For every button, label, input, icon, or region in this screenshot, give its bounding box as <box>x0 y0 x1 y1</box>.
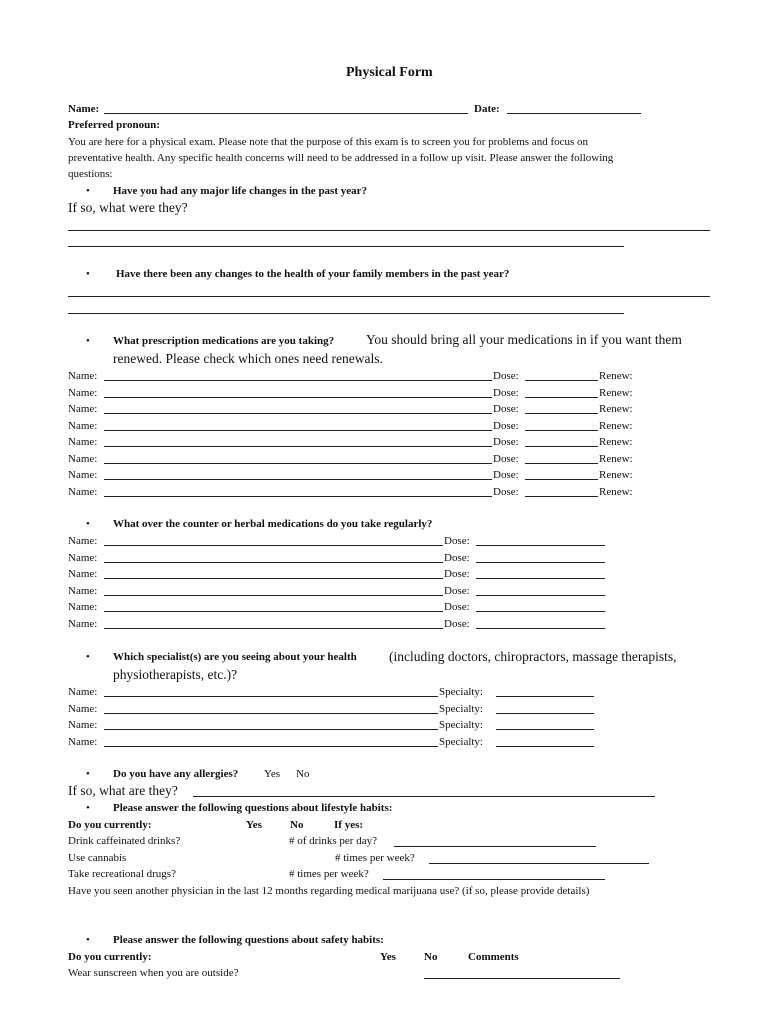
lifestyle-row-cannabis: Use cannabis <box>68 852 127 864</box>
otc-dose-label: Dose: <box>444 551 470 564</box>
otc-dose-label: Dose: <box>444 617 470 630</box>
rx-name-label: Name: <box>68 419 98 432</box>
rx-dose-label: Dose: <box>493 370 519 382</box>
rx-name-field[interactable] <box>104 446 492 447</box>
allergies-no[interactable]: No <box>296 768 310 780</box>
specialist-name-label: Name: <box>68 735 98 748</box>
lifestyle-drugs-detail: # times per week? <box>289 868 369 880</box>
rx-name-field[interactable] <box>104 413 492 414</box>
intro-text-1: You are here for a physical exam. Please note that the purpose of this exam is to screen you for problems and focus on <box>68 136 589 148</box>
lifestyle-col-ifyes: If yes: <box>334 819 364 831</box>
prescriptions-question-rest-2: renewed. Please check which ones need renewals. <box>113 351 383 366</box>
specialty-label: Specialty: <box>439 686 483 698</box>
safety-col-yes: Yes <box>380 951 396 963</box>
family-health-answer-line-2[interactable] <box>68 313 624 314</box>
page-title: Physical Form <box>346 65 433 80</box>
otc-name-label: Name: <box>68 551 98 564</box>
allergies-yes[interactable]: Yes <box>264 768 281 780</box>
specialist-name-field[interactable] <box>104 746 438 747</box>
bullet: • <box>86 768 90 780</box>
rx-dose-field[interactable] <box>525 446 598 447</box>
rx-dose-label: Dose: <box>493 386 519 399</box>
specialty-label: Specialty: <box>439 719 483 731</box>
rx-name-field[interactable] <box>104 380 492 381</box>
bullet: • <box>86 335 90 347</box>
specialty-field[interactable] <box>496 696 594 697</box>
otc-name-label: Name: <box>68 584 98 597</box>
otc-name-label: Name: <box>68 568 98 580</box>
life-changes-answer-line-1[interactable] <box>68 230 710 231</box>
rx-dose-label: Dose: <box>493 419 519 432</box>
otc-dose-label: Dose: <box>444 584 470 597</box>
otc-name-field[interactable] <box>104 611 443 612</box>
safety-row-sunscreen: Wear sunscreen when you are outside? <box>68 967 239 979</box>
life-changes-answer-line-2[interactable] <box>68 246 624 247</box>
allergies-answer-line[interactable] <box>193 796 655 797</box>
rx-name-field[interactable] <box>104 496 492 497</box>
name-field[interactable] <box>104 113 468 114</box>
bullet: • <box>86 518 90 530</box>
otc-name-field[interactable] <box>104 595 443 596</box>
safety-question: Please answer the following questions about safety habits: <box>113 934 384 946</box>
lifestyle-caffeine-detail: # of drinks per day? <box>289 835 377 847</box>
otc-dose-field[interactable] <box>476 578 605 579</box>
rx-dose-label: Dose: <box>493 452 519 465</box>
life-changes-question: Have you had any major life changes in the past year? <box>113 185 368 197</box>
lifestyle-question: Please answer the following questions about lifestyle habits: <box>113 802 393 814</box>
drugs-answer-line[interactable] <box>383 879 605 880</box>
physician-question: Have you seen another physician in the last 12 months regarding medical marijuana use? (if so, please provide details) <box>68 885 590 897</box>
specialist-name-field[interactable] <box>104 696 438 697</box>
otc-dose-label: Dose: <box>444 535 470 547</box>
specialists-question-rest-1: (including doctors, chiropractors, massage therapists, <box>389 649 677 664</box>
intro-text-3: questions: <box>68 168 113 180</box>
bullet: • <box>86 185 90 197</box>
otc-name-label: Name: <box>68 617 98 630</box>
rx-renew-checkbox[interactable]: Renew: <box>599 485 633 498</box>
otc-dose-field[interactable] <box>476 595 605 596</box>
otc-dose-field[interactable] <box>476 611 605 612</box>
prescriptions-question-rest-1: You should bring all your medications in if you want them <box>366 332 682 347</box>
specialty-field[interactable] <box>496 729 594 730</box>
rx-name-label: Name: <box>68 469 98 481</box>
prescriptions-question: What prescription medications are you taking? <box>113 335 335 347</box>
specialist-name-field[interactable] <box>104 713 438 714</box>
life-changes-followup: If so, what were they? <box>68 200 188 215</box>
rx-name-label: Name: <box>68 452 98 465</box>
rx-name-field[interactable] <box>104 397 492 398</box>
specialist-name-label: Name: <box>68 686 98 698</box>
cannabis-answer-line[interactable] <box>429 863 649 864</box>
bullet: • <box>86 268 90 280</box>
otc-dose-label: Dose: <box>444 568 470 580</box>
allergies-question: Do you have any allergies? <box>113 768 239 780</box>
lifestyle-col-currently: Do you currently: <box>68 819 152 831</box>
rx-dose-field[interactable] <box>525 413 598 414</box>
lifestyle-row-drugs: Take recreational drugs? <box>68 868 176 880</box>
otc-name-label: Name: <box>68 535 98 547</box>
bullet: • <box>86 651 90 663</box>
safety-col-comments: Comments <box>468 951 519 963</box>
otc-name-field[interactable] <box>104 562 443 563</box>
otc-name-field[interactable] <box>104 628 443 629</box>
rx-renew-checkbox[interactable]: Renew: <box>599 386 633 399</box>
specialists-question: Which specialist(s) are you seeing about your health <box>113 651 357 663</box>
otc-dose-field[interactable] <box>476 545 605 546</box>
specialist-name-label: Name: <box>68 719 98 731</box>
specialist-name-field[interactable] <box>104 729 438 730</box>
intro-text-2: preventative health. Any specific health concerns will need to be addressed in a follow up visit. Please answer the following <box>68 152 614 164</box>
rx-renew-checkbox[interactable]: Renew: <box>599 469 633 481</box>
rx-dose-label: Dose: <box>493 403 519 415</box>
rx-name-label: Name: <box>68 370 98 382</box>
name-label: Name: <box>68 103 100 115</box>
specialists-question-rest-2: physiotherapists, etc.)? <box>113 667 238 682</box>
rx-name-field[interactable] <box>104 479 492 480</box>
rx-name-label: Name: <box>68 403 98 415</box>
safety-col-no: No <box>424 951 438 963</box>
allergies-followup: If so, what are they? <box>68 783 178 798</box>
rx-dose-field[interactable] <box>525 380 598 381</box>
otc-name-field[interactable] <box>104 578 443 579</box>
rx-dose-label: Dose: <box>493 436 519 448</box>
rx-name-label: Name: <box>68 386 98 399</box>
family-health-answer-line-1[interactable] <box>68 296 710 297</box>
rx-name-label: Name: <box>68 436 98 448</box>
bullet: • <box>86 802 90 814</box>
rx-dose-field[interactable] <box>525 479 598 480</box>
bullet: • <box>86 934 90 946</box>
safety-col-currently: Do you currently: <box>68 951 152 963</box>
otc-name-field[interactable] <box>104 545 443 546</box>
rx-dose-field[interactable] <box>525 496 598 497</box>
rx-dose-field[interactable] <box>525 463 598 464</box>
rx-renew-checkbox[interactable]: Renew: <box>599 419 633 432</box>
rx-dose-label: Dose: <box>493 469 519 481</box>
rx-renew-checkbox[interactable]: Renew: <box>599 452 633 465</box>
date-field[interactable] <box>507 113 641 114</box>
otc-dose-label: Dose: <box>444 601 470 613</box>
specialist-name-label: Name: <box>68 702 98 715</box>
rx-name-field[interactable] <box>104 430 492 431</box>
specialty-label: Specialty: <box>439 702 483 715</box>
rx-dose-field[interactable] <box>525 397 598 398</box>
otc-dose-field[interactable] <box>476 562 605 563</box>
rx-dose-field[interactable] <box>525 430 598 431</box>
sunscreen-comment-line[interactable] <box>424 978 620 979</box>
otc-dose-field[interactable] <box>476 628 605 629</box>
specialty-field[interactable] <box>496 713 594 714</box>
otc-question: What over the counter or herbal medications do you take regularly? <box>113 518 433 530</box>
rx-renew-checkbox[interactable]: Renew: <box>599 370 633 382</box>
otc-name-label: Name: <box>68 601 98 613</box>
pronoun-label: Preferred pronoun: <box>68 119 160 131</box>
lifestyle-cannabis-detail: # times per week? <box>335 852 415 864</box>
lifestyle-row-caffeine: Drink caffeinated drinks? <box>68 835 181 847</box>
family-health-question: Have there been any changes to the health of your family members in the past year? <box>116 268 510 280</box>
rx-name-field[interactable] <box>104 463 492 464</box>
rx-name-label: Name: <box>68 485 98 498</box>
lifestyle-col-no: No <box>290 819 304 831</box>
lifestyle-col-yes: Yes <box>246 819 262 831</box>
rx-renew-checkbox[interactable]: Renew: <box>599 403 633 415</box>
date-label: Date: <box>474 103 500 115</box>
specialty-field[interactable] <box>496 746 594 747</box>
specialty-label: Specialty: <box>439 735 483 748</box>
rx-renew-checkbox[interactable]: Renew: <box>599 436 633 448</box>
rx-dose-label: Dose: <box>493 485 519 498</box>
caffeine-answer-line[interactable] <box>394 846 596 847</box>
